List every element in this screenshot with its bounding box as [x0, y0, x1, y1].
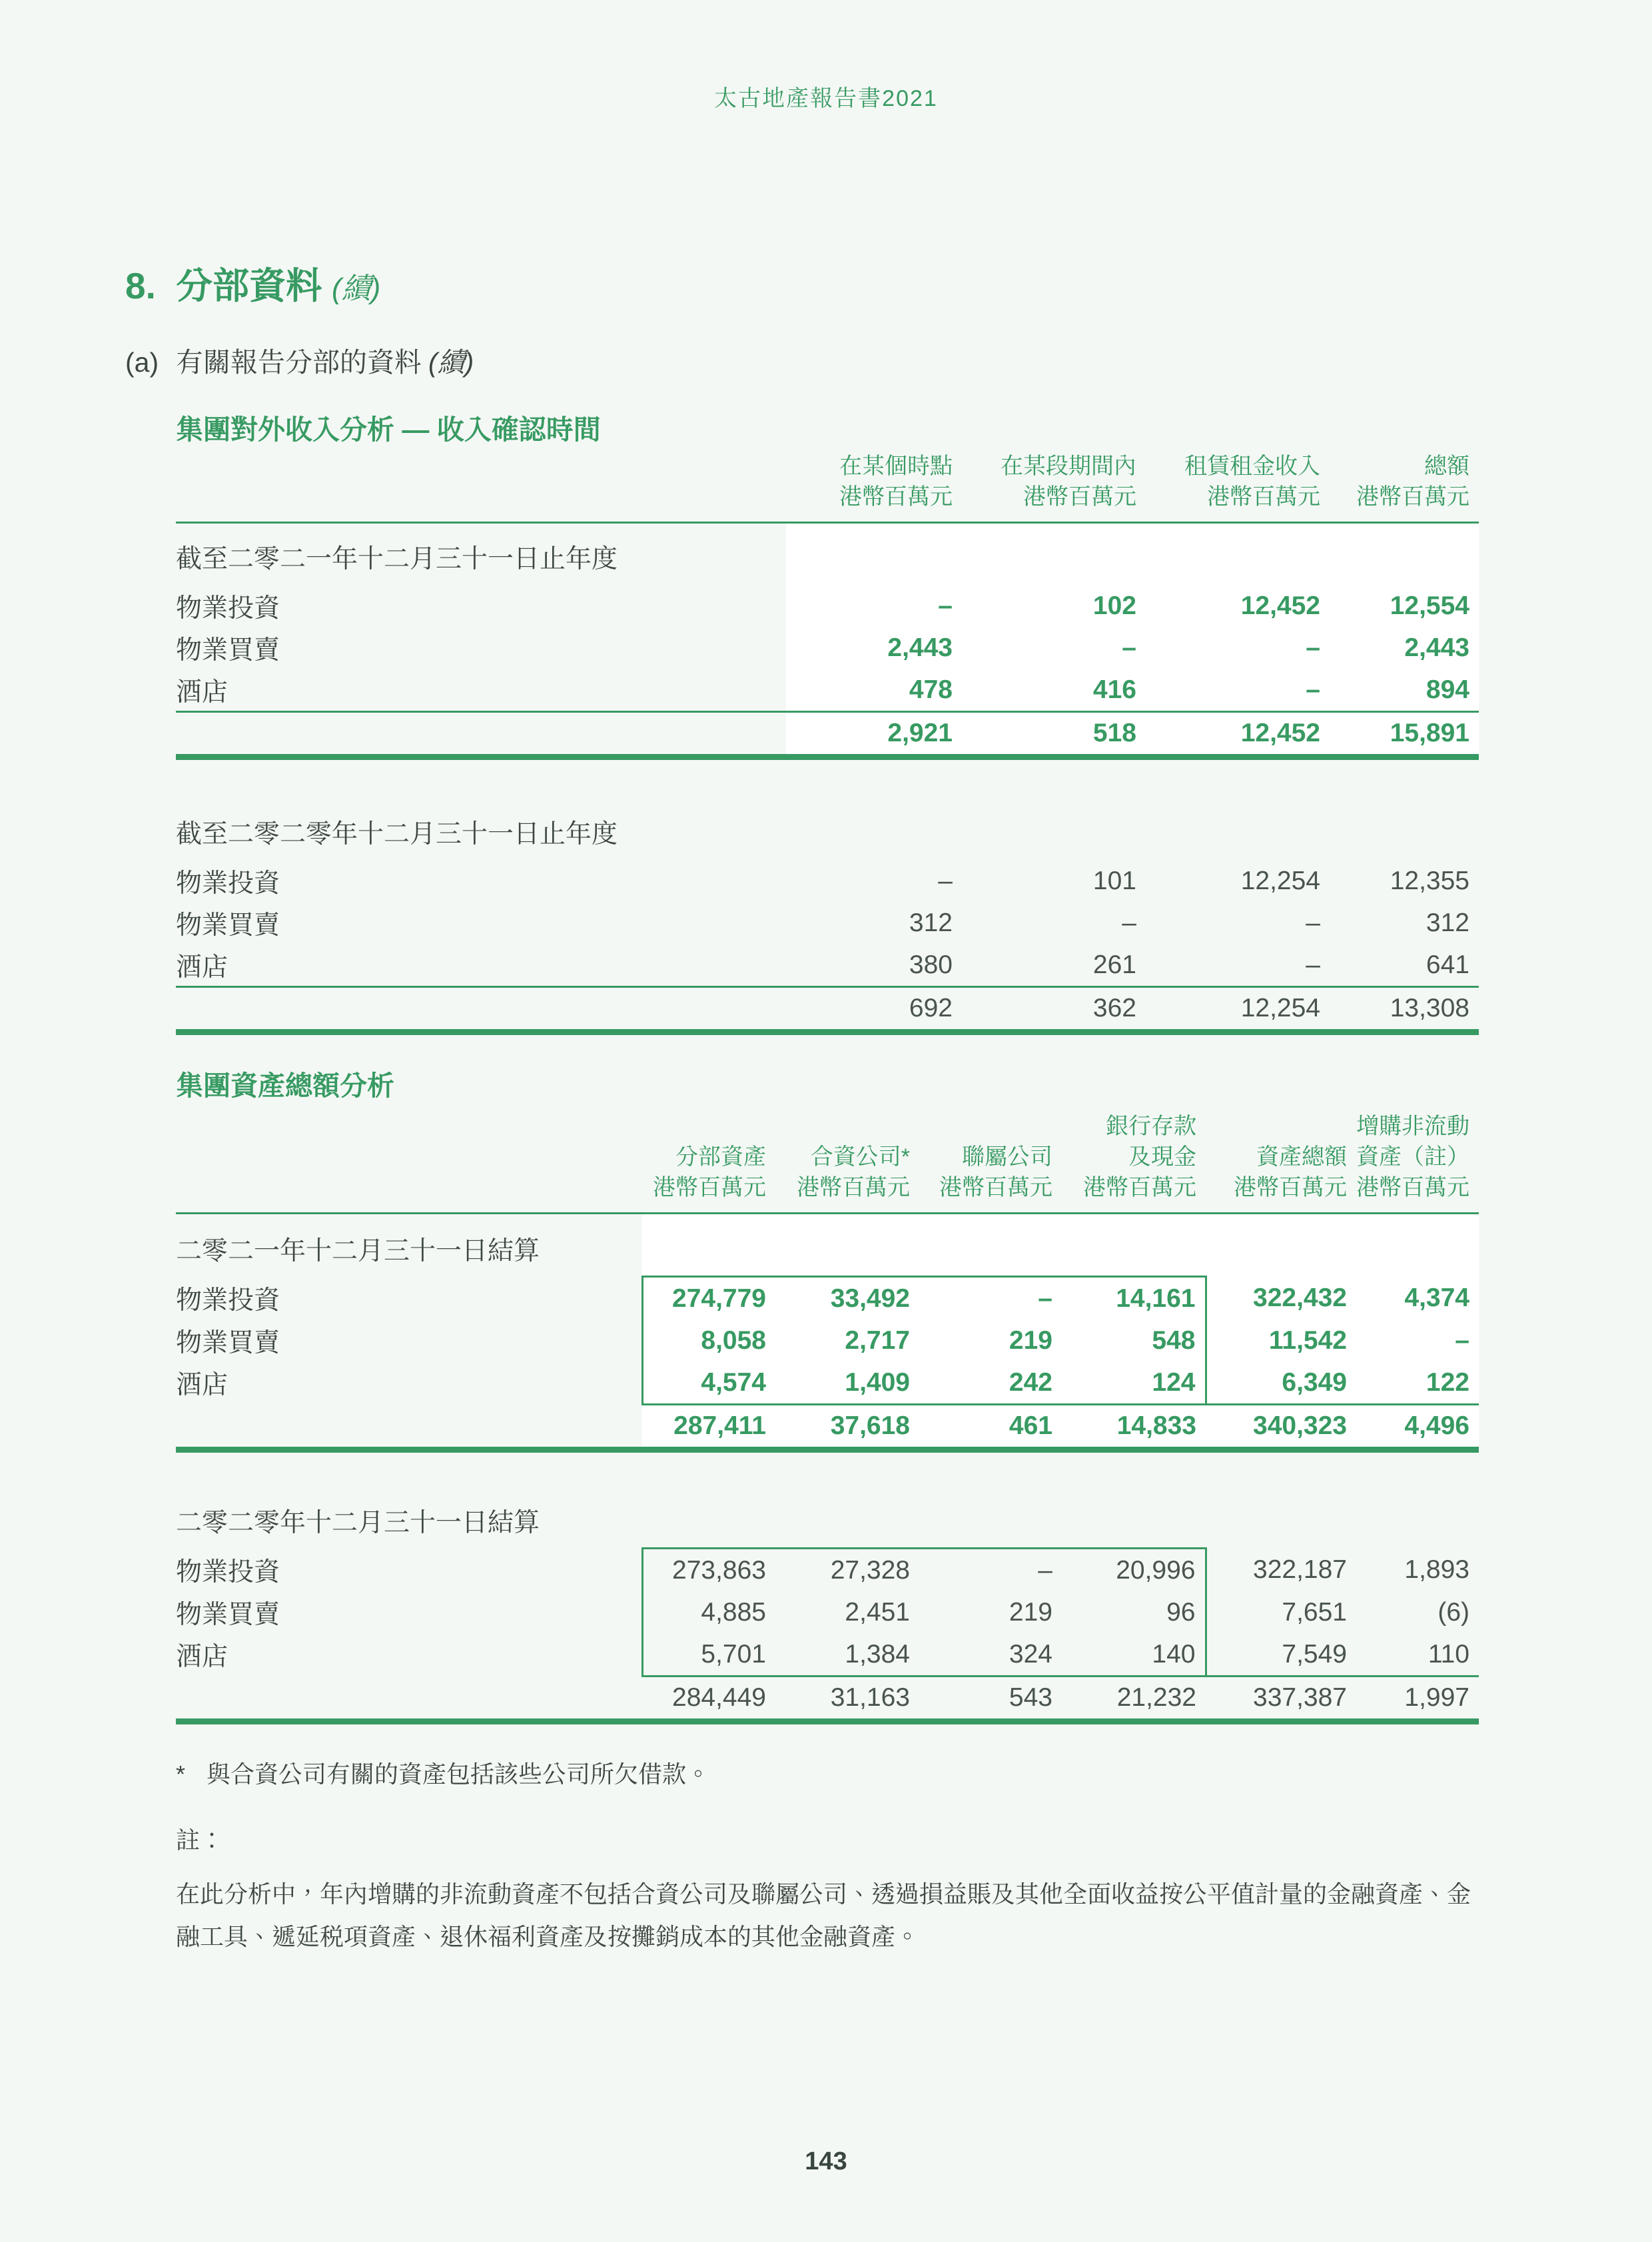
column-header: 銀行存款 及現金 港幣百萬元 [1062, 1107, 1206, 1214]
section-heading [125, 265, 1479, 310]
column-header: 增購非流動 資產（註） 港幣百萬元 [1356, 1107, 1479, 1214]
table-cell: 140 [1062, 1633, 1206, 1677]
column-header: 合資公司* 港幣百萬元 [775, 1107, 919, 1214]
table-cell: 478 [786, 669, 962, 712]
year-label: 截至二零二一年十二月三十一日止年度 [176, 545, 618, 573]
table-cell: 1,384 [845, 1639, 910, 1669]
row-label: 物業投資 [176, 869, 280, 898]
table-cell: 548 [1062, 1319, 1206, 1361]
total-cell: 337,387 [1206, 1677, 1356, 1722]
table-row [176, 669, 1479, 712]
table-cell: – [786, 585, 962, 627]
table-cell: 2,717 [775, 1319, 919, 1361]
table-cell: 5,701 [642, 1633, 775, 1677]
revenue-table-title: 集團對外收入分析 — 收入確認時間 [176, 414, 601, 445]
column-header: 在某個時點 港幣百萬元 [786, 447, 962, 523]
total-cell: 362 [962, 987, 1146, 1032]
section-continued: (續) [332, 272, 381, 305]
table-cell: 1,893 [1404, 1555, 1469, 1584]
total-row [176, 1677, 1479, 1722]
table-cell: – [938, 866, 953, 895]
table-cell: 12,452 [1146, 585, 1330, 627]
table-row [176, 1591, 1479, 1633]
table-row [176, 585, 1479, 627]
total-cell: 4,496 [1356, 1405, 1479, 1450]
table-cell: 261 [1092, 950, 1136, 979]
table-cell: 322,432 [1206, 1277, 1356, 1320]
table-cell: 12,254 [1240, 866, 1320, 895]
row-label: 物業投資 [176, 593, 280, 623]
table-cell: 641 [1426, 950, 1469, 979]
table-cell: 2,443 [786, 627, 962, 669]
column-header: 總額 港幣百萬元 [1330, 447, 1479, 523]
table-row [176, 1633, 1479, 1677]
assets-header-row [176, 1107, 1479, 1214]
table-cell: 242 [919, 1361, 1062, 1405]
table-cell: 4,574 [642, 1361, 775, 1405]
table-cell: 7,651 [1282, 1597, 1347, 1627]
table-cell: 2,443 [1330, 627, 1479, 669]
row-label: 酒店 [176, 1643, 228, 1672]
total-cell: 692 [786, 987, 962, 1032]
total-cell: 14,833 [1062, 1405, 1206, 1450]
total-cell: 518 [962, 712, 1146, 757]
table-cell: 219 [1009, 1597, 1052, 1627]
total-cell: 2,921 [786, 712, 962, 757]
year-label: 二零二零年十二月三十一日結算 [176, 1508, 540, 1537]
table-cell: 312 [1426, 908, 1469, 937]
total-cell: 340,323 [1206, 1405, 1356, 1450]
column-header: 分部資產 港幣百萬元 [642, 1107, 775, 1214]
table-row [176, 1486, 1479, 1549]
table-cell: 122 [1356, 1361, 1479, 1405]
table-cell: 2,451 [845, 1597, 910, 1627]
table-cell: 33,492 [775, 1277, 919, 1320]
table-cell: 8,058 [642, 1319, 775, 1361]
total-cell: 37,618 [775, 1405, 919, 1450]
table-cell: 219 [919, 1319, 1062, 1361]
row-label: 酒店 [176, 677, 228, 707]
assets-table-title: 集團資產總額分析 [176, 1070, 394, 1101]
footnote-star [176, 1758, 1479, 1791]
column-header: 在某段期間內 港幣百萬元 [962, 447, 1146, 523]
table-row [176, 902, 1479, 944]
table-row [176, 1361, 1479, 1405]
table-cell: – [919, 1549, 1062, 1592]
table-cell: 6,349 [1206, 1361, 1356, 1405]
table-cell: 1,409 [775, 1361, 919, 1405]
page-number: 143 [805, 2147, 847, 2175]
table-cell: 12,355 [1390, 866, 1469, 895]
table-row [176, 1277, 1479, 1320]
total-row [176, 1405, 1479, 1450]
assets-table-2021 [176, 1107, 1479, 1453]
total-cell: 12,254 [1146, 987, 1330, 1032]
year-label: 截至二零二零年十二月三十一日止年度 [176, 820, 618, 849]
table-cell: 4,374 [1356, 1277, 1479, 1320]
total-cell: 543 [919, 1677, 1062, 1722]
table-cell: 894 [1330, 669, 1479, 712]
table-row [176, 1319, 1479, 1361]
column-header: 資產總額 港幣百萬元 [1206, 1107, 1356, 1214]
total-cell: 461 [919, 1405, 1062, 1450]
table-cell: – [919, 1277, 1062, 1320]
section-number: 8. [125, 265, 156, 306]
row-label: 物業買賣 [176, 1328, 280, 1357]
total-cell: 1,997 [1356, 1677, 1479, 1722]
note-label: 註： [176, 1826, 224, 1854]
total-cell: 12,452 [1146, 712, 1330, 757]
table-row [176, 1549, 1479, 1592]
table-cell: – [1146, 627, 1330, 669]
note-text: 在此分析中，年內增購的非流動資產不包括合資公司及聯屬公司、透過損益賬及其他全面收益按公平值計量的金融資產、金融工具、遞延税項資產、退休福利資產及按攤銷成本的其他金融資產。 [176, 1880, 1471, 1950]
subsection-title: 有關報告分部的資料 [176, 347, 422, 378]
table-cell: 102 [962, 585, 1146, 627]
table-cell: 4,885 [642, 1591, 775, 1633]
table-cell: 27,328 [775, 1549, 919, 1592]
table-cell: 96 [1062, 1591, 1206, 1633]
table-row [176, 799, 1479, 860]
row-label: 物業買賣 [176, 1600, 280, 1629]
column-header: 租賃租金收入 港幣百萬元 [1146, 447, 1330, 523]
year-label: 二零二一年十二月三十一日結算 [176, 1236, 540, 1266]
table-row [176, 627, 1479, 669]
table-row [176, 860, 1479, 902]
subsection-heading [125, 346, 1479, 379]
section-title: 分部資料 [176, 265, 323, 306]
revenue-header-row [176, 447, 1479, 523]
table-cell: 273,863 [642, 1549, 775, 1592]
subsection-continued: (續) [428, 347, 474, 378]
row-label: 酒店 [176, 1371, 228, 1400]
table-cell: 124 [1062, 1361, 1206, 1405]
table-cell: 322,187 [1253, 1555, 1347, 1584]
table-cell: – [1306, 908, 1320, 937]
table-cell: – [1306, 950, 1320, 979]
revenue-table-2020 [176, 799, 1479, 1035]
table-row [176, 944, 1479, 987]
table-cell: 11,542 [1206, 1319, 1356, 1361]
table-cell: 324 [1009, 1639, 1052, 1669]
footnote-star-marker: * [176, 1760, 186, 1788]
table-row [176, 1214, 1479, 1277]
table-row [176, 523, 1479, 585]
table-cell: (6) [1438, 1597, 1469, 1627]
total-cell: 287,411 [642, 1405, 775, 1450]
table-cell: 20,996 [1062, 1549, 1206, 1592]
revenue-table-2021 [176, 447, 1479, 760]
row-label: 物業投資 [176, 1286, 280, 1315]
assets-table-2020 [176, 1486, 1479, 1724]
total-cell: 13,308 [1330, 987, 1479, 1032]
table-cell: 380 [909, 950, 953, 979]
total-cell: 31,163 [775, 1677, 919, 1722]
table-cell: 110 [1428, 1639, 1469, 1669]
total-cell: 21,232 [1062, 1677, 1206, 1722]
table-cell: 14,161 [1062, 1277, 1206, 1320]
table-cell: 7,549 [1282, 1639, 1347, 1669]
row-label: 物業買賣 [176, 635, 280, 665]
table-cell: 416 [962, 669, 1146, 712]
total-row [176, 987, 1479, 1032]
row-label: 酒店 [176, 952, 228, 982]
subsection-label: (a) [125, 347, 159, 378]
total-cell: 284,449 [642, 1677, 775, 1722]
table-cell: 312 [909, 908, 953, 937]
report-title: 太古地產報告書2021 [714, 86, 938, 111]
table-cell: – [1122, 908, 1136, 937]
table-cell: 274,779 [642, 1277, 775, 1320]
footnote-star-text: 與合資公司有關的資產包括該些公司所欠借款。 [206, 1760, 711, 1788]
table-cell: 101 [1092, 866, 1136, 895]
row-label: 物業買賣 [176, 911, 280, 940]
total-cell: 15,891 [1330, 712, 1479, 757]
column-header: 聯屬公司 港幣百萬元 [919, 1107, 1062, 1214]
table-cell: – [1146, 669, 1330, 712]
table-cell: 12,554 [1330, 585, 1479, 627]
table-cell: – [962, 627, 1146, 669]
total-row [176, 712, 1479, 757]
table-cell: – [1356, 1319, 1479, 1361]
row-label: 物業投資 [176, 1557, 280, 1587]
